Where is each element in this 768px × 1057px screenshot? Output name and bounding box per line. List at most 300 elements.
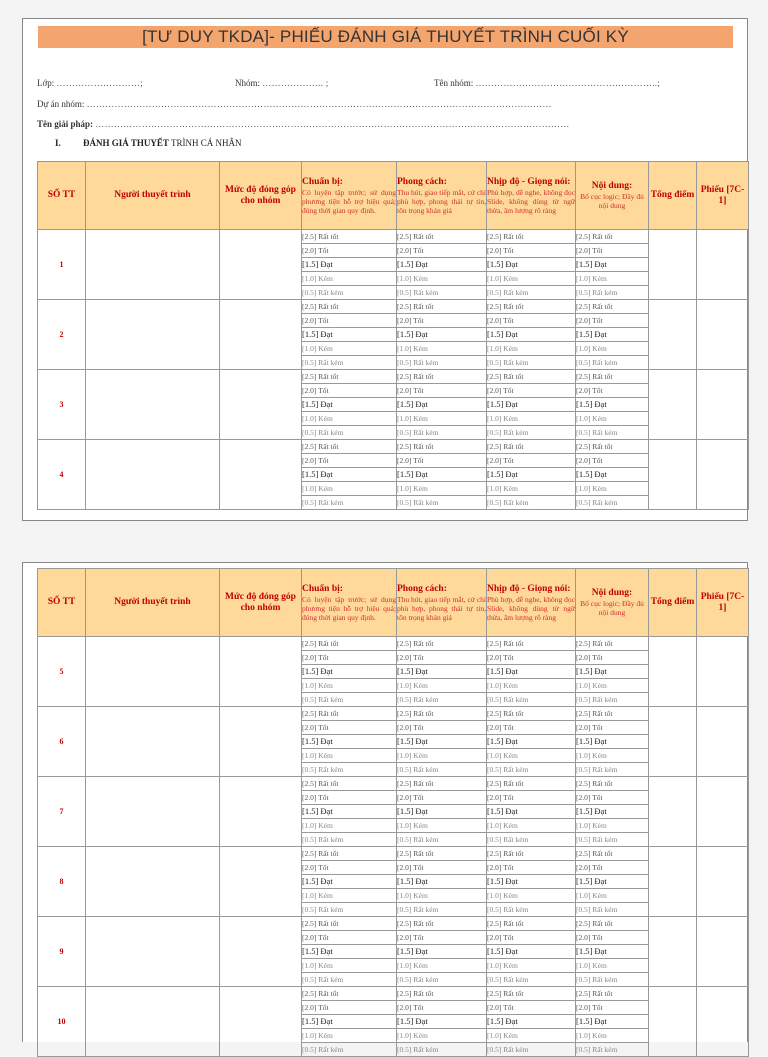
style-rating-option[interactable]: [1.5] Đạt bbox=[397, 398, 487, 412]
solution-input-line[interactable]: ……………………………………………………………………………………………………………………………………… bbox=[95, 119, 570, 129]
preparation-rating-option[interactable]: [1.0] Kém bbox=[302, 482, 397, 496]
group-name-input-line[interactable]: …………………………………………………..; bbox=[475, 78, 661, 88]
pace-rating-option[interactable]: [2.0] Tốt bbox=[487, 244, 576, 258]
preparation-rating-option[interactable]: [2.5] Rất tốt bbox=[302, 370, 397, 384]
content-rating-option[interactable]: [2.0] Tốt bbox=[576, 1001, 649, 1015]
preparation-rating-option[interactable]: [2.0] Tốt bbox=[302, 651, 397, 665]
content-rating-option[interactable]: [1.0] Kém bbox=[576, 749, 649, 763]
form-cell[interactable] bbox=[697, 917, 749, 987]
content-rating-option[interactable]: [1.5] Đạt bbox=[576, 945, 649, 959]
style-rating-option[interactable]: [2.0] Tốt bbox=[397, 651, 487, 665]
style-rating-option[interactable]: [0.5] Rất kém bbox=[397, 1043, 487, 1057]
pace-rating-option[interactable]: [1.5] Đạt bbox=[487, 1015, 576, 1029]
content-rating-option[interactable]: [1.0] Kém bbox=[576, 889, 649, 903]
section-number: I. bbox=[55, 138, 61, 148]
style-rating-option[interactable]: [1.0] Kém bbox=[397, 1029, 487, 1043]
table-body-1 bbox=[38, 230, 749, 510]
preparation-rating-option[interactable]: [2.0] Tốt bbox=[302, 314, 397, 328]
preparation-rating-option[interactable]: [1.5] Đạt bbox=[302, 468, 397, 482]
style-rating-option[interactable]: [1.0] Kém bbox=[397, 272, 487, 286]
table-row bbox=[38, 370, 749, 384]
preparation-rating-option[interactable]: [0.5] Rất kém bbox=[302, 496, 397, 510]
header-pace bbox=[487, 569, 576, 637]
contribution-cell[interactable] bbox=[220, 847, 302, 917]
style-rating-option[interactable]: [2.5] Rất tốt bbox=[397, 987, 487, 1001]
preparation-rating-option[interactable]: [2.5] Rất tốt bbox=[302, 987, 397, 1001]
solution-field bbox=[37, 118, 570, 130]
style-rating-option[interactable]: [0.5] Rất kém bbox=[397, 833, 487, 847]
preparation-title: Chuẩn bị: bbox=[302, 583, 343, 594]
form-cell[interactable] bbox=[697, 987, 749, 1057]
pace-rating-option[interactable]: [0.5] Rất kém bbox=[487, 763, 576, 777]
header-content bbox=[576, 569, 649, 637]
pace-rating-option[interactable]: [1.5] Đạt bbox=[487, 945, 576, 959]
pace-rating-option[interactable]: [1.0] Kém bbox=[487, 749, 576, 763]
preparation-rating-option[interactable]: [0.5] Rất kém bbox=[302, 693, 397, 707]
pace-rating-option[interactable]: [0.5] Rất kém bbox=[487, 286, 576, 300]
preparation-rating-option[interactable]: [1.5] Đạt bbox=[302, 945, 397, 959]
preparation-rating-option[interactable]: [0.5] Rất kém bbox=[302, 1043, 397, 1057]
pace-rating-option[interactable]: [0.5] Rất kém bbox=[487, 426, 576, 440]
style-rating-option[interactable]: [0.5] Rất kém bbox=[397, 973, 487, 987]
pace-rating-option[interactable]: [1.0] Kém bbox=[487, 482, 576, 496]
header-form: Phiếu [7C-1] bbox=[697, 569, 749, 637]
style-rating-option[interactable]: [2.0] Tốt bbox=[397, 384, 487, 398]
content-rating-option[interactable]: [1.5] Đạt bbox=[576, 805, 649, 819]
preparation-rating-option[interactable]: [2.5] Rất tốt bbox=[302, 300, 397, 314]
pace-rating-option[interactable]: [2.5] Rất tốt bbox=[487, 917, 576, 931]
pace-rating-option[interactable]: [2.5] Rất tốt bbox=[487, 847, 576, 861]
content-rating-option[interactable]: [2.5] Rất tốt bbox=[576, 440, 649, 454]
project-label: Dự án nhóm: bbox=[37, 99, 85, 109]
style-rating-option[interactable]: [2.5] Rất tốt bbox=[397, 440, 487, 454]
preparation-rating-option[interactable]: [1.5] Đạt bbox=[302, 665, 397, 679]
form-cell[interactable] bbox=[697, 300, 749, 370]
pace-rating-option[interactable]: [1.5] Đạt bbox=[487, 665, 576, 679]
header-preparation bbox=[302, 162, 397, 230]
pace-desc: Phù hợp, dễ nghe, không đọc Slide, không dùng từ ngữ thừa, âm lượng rõ ràng bbox=[487, 187, 575, 215]
solution-label: Tên giải pháp: bbox=[37, 119, 94, 129]
pace-rating-option[interactable]: [2.5] Rất tốt bbox=[487, 300, 576, 314]
preparation-rating-option[interactable]: [1.0] Kém bbox=[302, 272, 397, 286]
pace-rating-option[interactable]: [1.5] Đạt bbox=[487, 805, 576, 819]
preparation-rating-option[interactable]: [1.0] Kém bbox=[302, 679, 397, 693]
table-row bbox=[38, 777, 749, 791]
pace-rating-option[interactable]: [2.0] Tốt bbox=[487, 454, 576, 468]
contribution-cell[interactable] bbox=[220, 707, 302, 777]
style-rating-option[interactable]: [2.5] Rất tốt bbox=[397, 917, 487, 931]
table-row bbox=[38, 230, 749, 244]
style-desc: Thu hút, giao tiếp mắt, cử chỉ phù hợp, phong thái tự tin, tôn trọng khán giả bbox=[397, 594, 486, 622]
pace-rating-option[interactable]: [1.5] Đạt bbox=[487, 398, 576, 412]
content-rating-option[interactable]: [2.5] Rất tốt bbox=[576, 777, 649, 791]
pace-title: Nhịp độ - Giọng nói: bbox=[487, 583, 571, 594]
style-rating-option[interactable]: [1.5] Đạt bbox=[397, 1015, 487, 1029]
content-rating-option[interactable]: [2.0] Tốt bbox=[576, 384, 649, 398]
preparation-rating-option[interactable]: [2.5] Rất tốt bbox=[302, 777, 397, 791]
content-rating-option[interactable]: [0.5] Rất kém bbox=[576, 693, 649, 707]
preparation-rating-option[interactable]: [1.5] Đạt bbox=[302, 328, 397, 342]
contribution-cell[interactable] bbox=[220, 370, 302, 440]
pace-title: Nhịp độ - Giọng nói: bbox=[487, 176, 571, 187]
contribution-cell[interactable] bbox=[220, 230, 302, 300]
content-rating-option[interactable]: [1.0] Kém bbox=[576, 412, 649, 426]
row-number: 10 bbox=[38, 987, 86, 1057]
preparation-rating-option[interactable]: [0.5] Rất kém bbox=[302, 833, 397, 847]
row-number: 8 bbox=[38, 847, 86, 917]
content-rating-option[interactable]: [2.5] Rất tốt bbox=[576, 917, 649, 931]
project-input-line[interactable]: …………………………………………………………………………………………………………………………………… bbox=[86, 99, 552, 109]
style-rating-option[interactable]: [1.5] Đạt bbox=[397, 735, 487, 749]
content-rating-option[interactable]: [1.0] Kém bbox=[576, 1029, 649, 1043]
preparation-title: Chuẩn bị: bbox=[302, 176, 343, 187]
pace-rating-option[interactable]: [2.5] Rất tốt bbox=[487, 230, 576, 244]
pace-rating-option[interactable]: [1.5] Đạt bbox=[487, 258, 576, 272]
content-rating-option[interactable]: [1.0] Kém bbox=[576, 342, 649, 356]
pace-rating-option[interactable]: [2.5] Rất tốt bbox=[487, 370, 576, 384]
style-rating-option[interactable]: [2.5] Rất tốt bbox=[397, 370, 487, 384]
preparation-rating-option[interactable]: [1.5] Đạt bbox=[302, 1015, 397, 1029]
content-rating-option[interactable]: [1.0] Kém bbox=[576, 679, 649, 693]
preparation-rating-option[interactable]: [2.0] Tốt bbox=[302, 861, 397, 875]
style-rating-option[interactable]: [2.0] Tốt bbox=[397, 1001, 487, 1015]
style-rating-option[interactable]: [2.5] Rất tốt bbox=[397, 777, 487, 791]
content-rating-option[interactable]: [2.5] Rất tốt bbox=[576, 707, 649, 721]
pace-rating-option[interactable]: [1.5] Đạt bbox=[487, 468, 576, 482]
pace-rating-option[interactable]: [0.5] Rất kém bbox=[487, 973, 576, 987]
content-rating-option[interactable]: [1.5] Đạt bbox=[576, 398, 649, 412]
content-rating-option[interactable]: [0.5] Rất kém bbox=[576, 903, 649, 917]
presenter-cell[interactable] bbox=[86, 987, 220, 1057]
form-cell[interactable] bbox=[697, 847, 749, 917]
content-rating-option[interactable]: [2.5] Rất tốt bbox=[576, 987, 649, 1001]
content-rating-option[interactable]: [2.0] Tốt bbox=[576, 931, 649, 945]
presenter-cell[interactable] bbox=[86, 440, 220, 510]
content-rating-option[interactable]: [1.0] Kém bbox=[576, 272, 649, 286]
form-title: [TƯ DUY TKDA]- PHIẾU ĐÁNH GIÁ THUYẾT TRÌNH CUỐI KỲ bbox=[38, 26, 733, 48]
preparation-desc: Có luyện tập trước; sử dụng phương tiện hỗ trợ hiệu quả; đúng thời gian quy định. bbox=[302, 187, 396, 215]
row-number: 7 bbox=[38, 777, 86, 847]
contribution-cell[interactable] bbox=[220, 300, 302, 370]
content-rating-option[interactable]: [1.5] Đạt bbox=[576, 1015, 649, 1029]
contribution-cell[interactable] bbox=[220, 777, 302, 847]
style-rating-option[interactable]: [2.0] Tốt bbox=[397, 454, 487, 468]
style-rating-option[interactable]: [1.5] Đạt bbox=[397, 805, 487, 819]
preparation-rating-option[interactable]: [0.5] Rất kém bbox=[302, 903, 397, 917]
presenter-cell[interactable] bbox=[86, 637, 220, 707]
pace-rating-option[interactable]: [2.0] Tốt bbox=[487, 721, 576, 735]
style-rating-option[interactable]: [1.0] Kém bbox=[397, 679, 487, 693]
pace-rating-option[interactable]: [2.5] Rất tốt bbox=[487, 440, 576, 454]
style-rating-option[interactable]: [2.5] Rất tốt bbox=[397, 300, 487, 314]
content-rating-option[interactable]: [1.5] Đạt bbox=[576, 665, 649, 679]
preparation-rating-option[interactable]: [0.5] Rất kém bbox=[302, 356, 397, 370]
style-rating-option[interactable]: [0.5] Rất kém bbox=[397, 426, 487, 440]
style-rating-option[interactable]: [1.0] Kém bbox=[397, 889, 487, 903]
style-rating-option[interactable]: [1.0] Kém bbox=[397, 959, 487, 973]
content-rating-option[interactable]: [2.5] Rất tốt bbox=[576, 300, 649, 314]
preparation-rating-option[interactable]: [1.0] Kém bbox=[302, 412, 397, 426]
pace-rating-option[interactable]: [2.0] Tốt bbox=[487, 651, 576, 665]
contribution-cell[interactable] bbox=[220, 987, 302, 1057]
group-name-field bbox=[434, 77, 660, 89]
header-presenter: Người thuyết trình bbox=[86, 569, 220, 637]
content-rating-option[interactable]: [0.5] Rất kém bbox=[576, 496, 649, 510]
style-rating-option[interactable]: [0.5] Rất kém bbox=[397, 286, 487, 300]
total-score-cell[interactable] bbox=[649, 637, 697, 707]
pace-rating-option[interactable]: [0.5] Rất kém bbox=[487, 903, 576, 917]
content-rating-option[interactable]: [2.0] Tốt bbox=[576, 791, 649, 805]
presenter-cell[interactable] bbox=[86, 847, 220, 917]
preparation-rating-option[interactable]: [1.0] Kém bbox=[302, 819, 397, 833]
preparation-rating-option[interactable]: [0.5] Rất kém bbox=[302, 426, 397, 440]
preparation-rating-option[interactable]: [2.0] Tốt bbox=[302, 721, 397, 735]
preparation-rating-option[interactable]: [1.5] Đạt bbox=[302, 875, 397, 889]
content-rating-option[interactable]: [0.5] Rất kém bbox=[576, 973, 649, 987]
total-score-cell[interactable] bbox=[649, 847, 697, 917]
total-score-cell[interactable] bbox=[649, 370, 697, 440]
style-rating-option[interactable]: [2.5] Rất tốt bbox=[397, 707, 487, 721]
form-cell[interactable] bbox=[697, 707, 749, 777]
contribution-cell[interactable] bbox=[220, 637, 302, 707]
style-rating-option[interactable]: [1.0] Kém bbox=[397, 342, 487, 356]
pace-rating-option[interactable]: [1.0] Kém bbox=[487, 1029, 576, 1043]
presenter-cell[interactable] bbox=[86, 917, 220, 987]
pace-rating-option[interactable]: [0.5] Rất kém bbox=[487, 1043, 576, 1057]
content-rating-option[interactable]: [1.0] Kém bbox=[576, 819, 649, 833]
preparation-rating-option[interactable]: [0.5] Rất kém bbox=[302, 763, 397, 777]
content-rating-option[interactable]: [1.5] Đạt bbox=[576, 468, 649, 482]
content-rating-option[interactable]: [2.0] Tốt bbox=[576, 454, 649, 468]
evaluation-table-2 bbox=[37, 568, 749, 1057]
preparation-rating-option[interactable]: [2.0] Tốt bbox=[302, 384, 397, 398]
header-total: Tổng điểm bbox=[649, 569, 697, 637]
pace-rating-option[interactable]: [2.0] Tốt bbox=[487, 931, 576, 945]
table-body-2 bbox=[38, 637, 749, 1057]
preparation-rating-option[interactable]: [1.5] Đạt bbox=[302, 258, 397, 272]
style-rating-option[interactable]: [1.5] Đạt bbox=[397, 468, 487, 482]
total-score-cell[interactable] bbox=[649, 230, 697, 300]
pace-rating-option[interactable]: [2.0] Tốt bbox=[487, 314, 576, 328]
pace-rating-option[interactable]: [0.5] Rất kém bbox=[487, 496, 576, 510]
pace-rating-option[interactable]: [1.5] Đạt bbox=[487, 328, 576, 342]
content-rating-option[interactable]: [0.5] Rất kém bbox=[576, 426, 649, 440]
content-rating-option[interactable]: [2.0] Tốt bbox=[576, 651, 649, 665]
section-title-bold: ĐÁNH GIÁ THUYẾT bbox=[83, 138, 169, 148]
style-rating-option[interactable]: [0.5] Rất kém bbox=[397, 356, 487, 370]
project-field bbox=[37, 98, 552, 110]
content-rating-option[interactable]: [2.0] Tốt bbox=[576, 721, 649, 735]
pace-rating-option[interactable]: [2.5] Rất tốt bbox=[487, 637, 576, 651]
table-row bbox=[38, 637, 749, 651]
pace-rating-option[interactable]: [2.0] Tốt bbox=[487, 861, 576, 875]
style-rating-option[interactable]: [0.5] Rất kém bbox=[397, 903, 487, 917]
pace-rating-option[interactable]: [2.5] Rất tốt bbox=[487, 987, 576, 1001]
style-rating-option[interactable]: [1.0] Kém bbox=[397, 749, 487, 763]
row-number: 5 bbox=[38, 637, 86, 707]
group-label: Nhóm: bbox=[235, 78, 261, 88]
preparation-rating-option[interactable]: [2.0] Tốt bbox=[302, 791, 397, 805]
content-rating-option[interactable]: [2.5] Rất tốt bbox=[576, 230, 649, 244]
header-total: Tổng điểm bbox=[649, 162, 697, 230]
preparation-rating-option[interactable]: [0.5] Rất kém bbox=[302, 973, 397, 987]
pace-rating-option[interactable]: [1.5] Đạt bbox=[487, 735, 576, 749]
table-row bbox=[38, 847, 749, 861]
pace-rating-option[interactable]: [0.5] Rất kém bbox=[487, 356, 576, 370]
preparation-rating-option[interactable]: [2.0] Tốt bbox=[302, 1001, 397, 1015]
row-number: 4 bbox=[38, 440, 86, 510]
content-rating-option[interactable]: [1.5] Đạt bbox=[576, 735, 649, 749]
pace-rating-option[interactable]: [2.5] Rất tốt bbox=[487, 707, 576, 721]
evaluation-table-1 bbox=[37, 161, 749, 510]
form-page-1 bbox=[22, 18, 748, 521]
header-style bbox=[397, 162, 487, 230]
header-pace bbox=[487, 162, 576, 230]
content-rating-option[interactable]: [0.5] Rất kém bbox=[576, 356, 649, 370]
row-number: 3 bbox=[38, 370, 86, 440]
content-rating-option[interactable]: [1.0] Kém bbox=[576, 482, 649, 496]
pace-rating-option[interactable]: [2.0] Tốt bbox=[487, 791, 576, 805]
form-cell[interactable] bbox=[697, 637, 749, 707]
pace-rating-option[interactable]: [1.0] Kém bbox=[487, 272, 576, 286]
style-rating-option[interactable]: [0.5] Rất kém bbox=[397, 496, 487, 510]
form-page-2 bbox=[22, 562, 748, 1054]
pace-rating-option[interactable]: [1.5] Đạt bbox=[487, 875, 576, 889]
content-rating-option[interactable]: [1.5] Đạt bbox=[576, 328, 649, 342]
form-cell[interactable] bbox=[697, 230, 749, 300]
preparation-rating-option[interactable]: [1.0] Kém bbox=[302, 342, 397, 356]
style-rating-option[interactable]: [0.5] Rất kém bbox=[397, 693, 487, 707]
style-rating-option[interactable]: [1.5] Đạt bbox=[397, 258, 487, 272]
preparation-rating-option[interactable]: [2.5] Rất tốt bbox=[302, 637, 397, 651]
pace-rating-option[interactable]: [2.0] Tốt bbox=[487, 1001, 576, 1015]
presenter-cell[interactable] bbox=[86, 370, 220, 440]
contribution-cell[interactable] bbox=[220, 917, 302, 987]
preparation-rating-option[interactable]: [2.5] Rất tốt bbox=[302, 917, 397, 931]
style-rating-option[interactable]: [1.5] Đạt bbox=[397, 328, 487, 342]
presenter-cell[interactable] bbox=[86, 777, 220, 847]
header-form: Phiếu [7C-1] bbox=[697, 162, 749, 230]
style-rating-option[interactable]: [0.5] Rất kém bbox=[397, 763, 487, 777]
content-rating-option[interactable]: [0.5] Rất kém bbox=[576, 1043, 649, 1057]
pace-rating-option[interactable]: [0.5] Rất kém bbox=[487, 833, 576, 847]
form-cell[interactable] bbox=[697, 370, 749, 440]
style-rating-option[interactable]: [1.0] Kém bbox=[397, 819, 487, 833]
style-rating-option[interactable]: [1.5] Đạt bbox=[397, 875, 487, 889]
total-score-cell[interactable] bbox=[649, 300, 697, 370]
total-score-cell[interactable] bbox=[649, 440, 697, 510]
style-rating-option[interactable]: [2.0] Tốt bbox=[397, 721, 487, 735]
content-rating-option[interactable]: [2.5] Rất tốt bbox=[576, 370, 649, 384]
group-field bbox=[235, 77, 329, 89]
preparation-rating-option[interactable]: [0.5] Rất kém bbox=[302, 286, 397, 300]
pace-rating-option[interactable]: [1.0] Kém bbox=[487, 959, 576, 973]
content-rating-option[interactable]: [0.5] Rất kém bbox=[576, 763, 649, 777]
content-rating-option[interactable]: [1.0] Kém bbox=[576, 959, 649, 973]
preparation-rating-option[interactable]: [1.5] Đạt bbox=[302, 735, 397, 749]
style-rating-option[interactable]: [1.5] Đạt bbox=[397, 665, 487, 679]
section-heading bbox=[55, 138, 241, 148]
preparation-rating-option[interactable]: [1.0] Kém bbox=[302, 1029, 397, 1043]
style-rating-option[interactable]: [2.5] Rất tốt bbox=[397, 230, 487, 244]
presenter-cell[interactable] bbox=[86, 230, 220, 300]
style-rating-option[interactable]: [2.0] Tốt bbox=[397, 314, 487, 328]
header-stt: SỐ TT bbox=[38, 162, 86, 230]
header-contribution: Mức độ đóng góp cho nhóm bbox=[220, 569, 302, 637]
preparation-rating-option[interactable]: [2.5] Rất tốt bbox=[302, 230, 397, 244]
preparation-rating-option[interactable]: [2.5] Rất tốt bbox=[302, 847, 397, 861]
preparation-rating-option[interactable]: [1.0] Kém bbox=[302, 749, 397, 763]
style-rating-option[interactable]: [2.5] Rất tốt bbox=[397, 637, 487, 651]
preparation-rating-option[interactable]: [1.0] Kém bbox=[302, 959, 397, 973]
content-rating-option[interactable]: [1.5] Đạt bbox=[576, 875, 649, 889]
contribution-cell[interactable] bbox=[220, 440, 302, 510]
content-desc: Bố cục logic; Đầy đủ nội dung bbox=[580, 192, 644, 210]
preparation-rating-option[interactable]: [1.5] Đạt bbox=[302, 805, 397, 819]
total-score-cell[interactable] bbox=[649, 987, 697, 1057]
pace-rating-option[interactable]: [1.0] Kém bbox=[487, 819, 576, 833]
content-rating-option[interactable]: [2.5] Rất tốt bbox=[576, 847, 649, 861]
row-number: 6 bbox=[38, 707, 86, 777]
style-rating-option[interactable]: [1.0] Kém bbox=[397, 482, 487, 496]
preparation-rating-option[interactable]: [1.0] Kém bbox=[302, 889, 397, 903]
form-cell[interactable] bbox=[697, 777, 749, 847]
header-preparation bbox=[302, 569, 397, 637]
form-cell[interactable] bbox=[697, 440, 749, 510]
content-rating-option[interactable]: [2.0] Tốt bbox=[576, 861, 649, 875]
content-rating-option[interactable]: [2.0] Tốt bbox=[576, 314, 649, 328]
content-rating-option[interactable]: [1.5] Đạt bbox=[576, 258, 649, 272]
pace-rating-option[interactable]: [2.0] Tốt bbox=[487, 384, 576, 398]
pace-rating-option[interactable]: [1.0] Kém bbox=[487, 889, 576, 903]
pace-rating-option[interactable]: [1.0] Kém bbox=[487, 412, 576, 426]
style-rating-option[interactable]: [2.5] Rất tốt bbox=[397, 847, 487, 861]
style-rating-option[interactable]: [2.0] Tốt bbox=[397, 244, 487, 258]
pace-rating-option[interactable]: [1.0] Kém bbox=[487, 342, 576, 356]
total-score-cell[interactable] bbox=[649, 777, 697, 847]
content-rating-option[interactable]: [2.0] Tốt bbox=[576, 244, 649, 258]
style-desc: Thu hút, giao tiếp mắt, cử chỉ phù hợp, phong thái tự tin, tôn trọng khán giả bbox=[397, 187, 486, 215]
table-row bbox=[38, 917, 749, 931]
class-input-line[interactable]: ………………………; bbox=[56, 78, 144, 88]
class-field bbox=[37, 77, 143, 89]
content-rating-option[interactable]: [0.5] Rất kém bbox=[576, 286, 649, 300]
style-rating-option[interactable]: [2.0] Tốt bbox=[397, 791, 487, 805]
content-rating-option[interactable]: [0.5] Rất kém bbox=[576, 833, 649, 847]
pace-rating-option[interactable]: [0.5] Rất kém bbox=[487, 693, 576, 707]
presenter-cell[interactable] bbox=[86, 300, 220, 370]
style-rating-option[interactable]: [2.0] Tốt bbox=[397, 931, 487, 945]
pace-rating-option[interactable]: [1.0] Kém bbox=[487, 679, 576, 693]
preparation-rating-option[interactable]: [1.5] Đạt bbox=[302, 398, 397, 412]
total-score-cell[interactable] bbox=[649, 917, 697, 987]
group-input-line[interactable]: ……………….. ; bbox=[262, 78, 329, 88]
presenter-cell[interactable] bbox=[86, 707, 220, 777]
style-rating-option[interactable]: [1.5] Đạt bbox=[397, 945, 487, 959]
style-rating-option[interactable]: [2.0] Tốt bbox=[397, 861, 487, 875]
pace-rating-option[interactable]: [2.5] Rất tốt bbox=[487, 777, 576, 791]
preparation-rating-option[interactable]: [2.0] Tốt bbox=[302, 454, 397, 468]
preparation-rating-option[interactable]: [2.0] Tốt bbox=[302, 931, 397, 945]
preparation-rating-option[interactable]: [2.0] Tốt bbox=[302, 244, 397, 258]
content-desc: Bố cục logic; Đầy đủ nội dung bbox=[580, 599, 644, 617]
total-score-cell[interactable] bbox=[649, 707, 697, 777]
header-style bbox=[397, 569, 487, 637]
style-rating-option[interactable]: [1.0] Kém bbox=[397, 412, 487, 426]
content-rating-option[interactable]: [2.5] Rất tốt bbox=[576, 637, 649, 651]
preparation-rating-option[interactable]: [2.5] Rất tốt bbox=[302, 440, 397, 454]
preparation-rating-option[interactable]: [2.5] Rất tốt bbox=[302, 707, 397, 721]
